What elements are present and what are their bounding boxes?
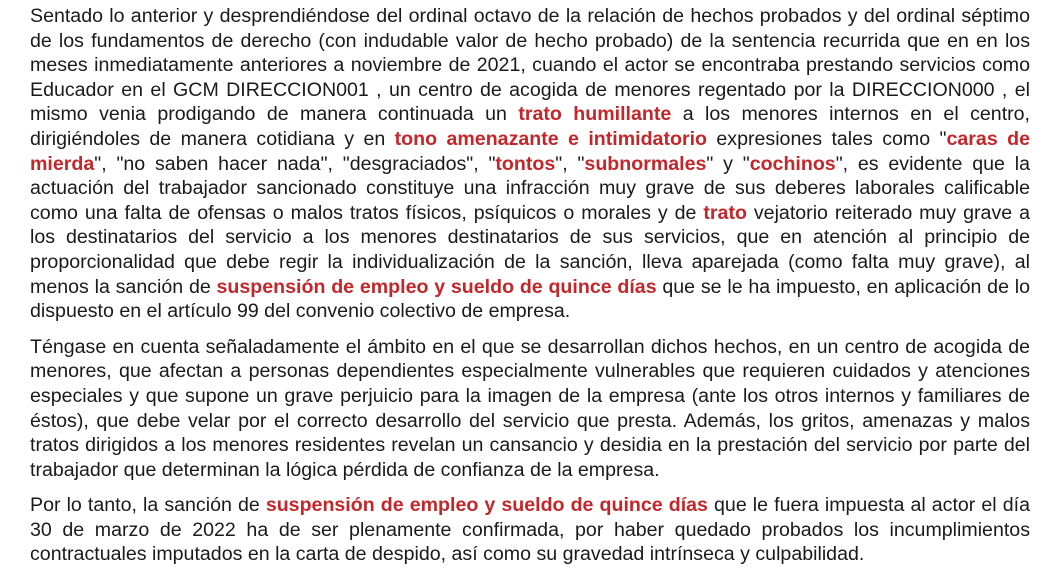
paragraph <box>30 335 1030 483</box>
text-run: ", "no saben hacer nada", "desgraciados", " <box>94 152 496 175</box>
highlighted-phrase: cochinos <box>749 152 836 175</box>
text-run: vejatorio reiterado muy grave a los destinatarios del servicio a los menores destinatarios de sus servicios, que en atención al principio de proporcionalidad que debe regir la individualización de la sanción, lleva aparejada (como falta muy grave), al menos la sanción de <box>30 201 1030 298</box>
text-run: expresiones tales como " <box>707 127 947 150</box>
document-body <box>30 4 1030 578</box>
paragraph <box>30 493 1030 567</box>
text-run: " y " <box>706 152 750 175</box>
text-run: que se le ha impuesto, en aplicación de lo dispuesto en el artículo 99 del convenio colectivo de empresa. <box>30 275 1031 323</box>
text-run: ", " <box>555 152 585 175</box>
text-run: Sentado lo anterior y desprendiéndose del ordinal octavo de la relación de hechos probados y del ordinal séptimo de los fundamentos de derecho (con indudable valor de hecho probado) de la sentencia recurrida que en en los meses inmediatamente anteriores a noviembre de 2021, cuando el actor se encontraba prestando servicios como Educador en el GCM DIRECCION001 , un centro de acogida de menores regentado por la DIRECCION000 , el mismo venia prodigando de manera continuada un <box>30 5 1030 126</box>
highlighted-phrase: tono amenazante e intimidatorio <box>394 127 707 150</box>
highlighted-phrase: subnormales <box>584 152 707 175</box>
highlighted-phrase: suspensión de empleo y sueldo de quince días <box>265 494 708 517</box>
highlighted-phrase: suspensión de empleo y sueldo de quince días <box>216 275 657 298</box>
text-run: que le fuera impuesta al actor el día 30 de marzo de 2022 ha de ser plenamente confirmada, por haber quedado probados los incumplimientos contractuales imputados en la carta de despido, así como su gravedad intrínseca y culpabilidad. <box>30 494 1030 566</box>
highlighted-phrase: caras de mierda <box>30 127 1030 175</box>
text-run: a los menores internos en el centro, dirigiéndoles de manera cotidiana y en <box>30 103 1030 150</box>
highlighted-phrase: trato humillante <box>518 103 672 126</box>
highlighted-phrase: trato <box>703 201 747 224</box>
highlighted-phrase: tontos <box>495 152 556 175</box>
paragraph <box>30 4 1030 324</box>
text-run: ", es evidente que la actuación del trabajador sancionado constituye una infracción muy grave de sus deberes laborales calificable como una falta de ofensas o malos tratos físicos, psíquicos o morales y de <box>30 152 1030 224</box>
text-run: Por lo tanto, la sanción de <box>30 494 266 517</box>
text-run: Téngase en cuenta señaladamente el ámbito en el que se desarrollan dichos hechos, en un centro de acogida de menores, que afectan a personas dependientes especialmente vulnerables que requieren cuidados y atenciones especiales y que supone un grave perjuicio para la imagen de la empresa (ante los otros internos y familiares de éstos), que debe velar por el correcto desarrollo del servicio que presta. Además, los gritos, amenazas y malos tratos dirigidos a los menores residentes revelan un cansancio y desidia en la prestación del servicio por parte del trabajador que determinan la lógica pérdida de confianza de la empresa. <box>30 335 1030 481</box>
